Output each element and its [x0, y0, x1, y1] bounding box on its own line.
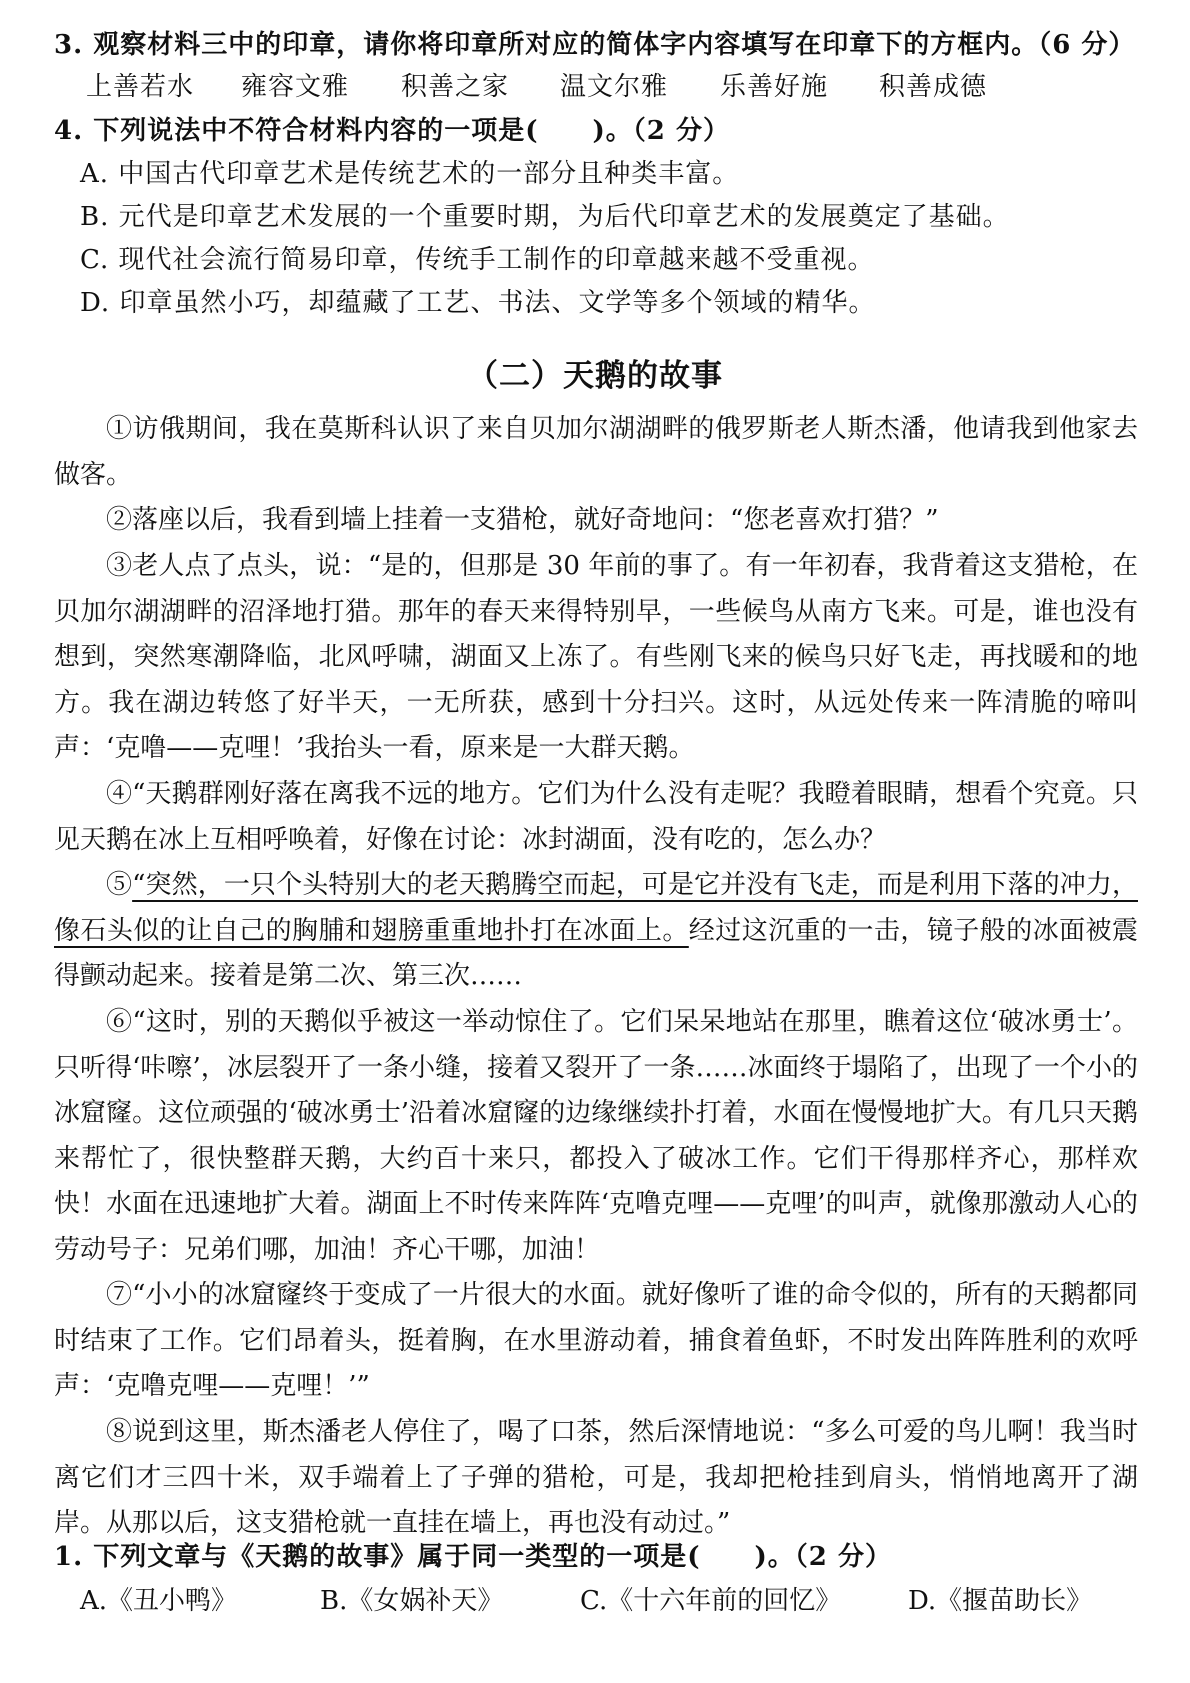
paragraph-5-rest: 经过这沉重的一击，镜子般的冰面被震得颤动起来。接着是第二次、第三次……: [54, 915, 1138, 991]
paragraph-5-number: ⑤: [106, 870, 133, 900]
choice-d: D.《揠苗助长》: [908, 1586, 1093, 1616]
paragraph-4: ④“天鹅群刚好落在离我不远的地方。它们为什么没有走呢？我瞪着眼睛，想看个究竟。只见天鹅在冰上互相呼唤着，好像在讨论：冰封湖面，没有吃的，怎么办？: [54, 779, 1138, 855]
paragraph-6: ⑥“这时，别的天鹅似乎被这一举动惊住了。它们呆呆地站在那里，瞧着这位‘破冰勇士’。只听得‘咔嚓’，冰层裂开了一条小缝，接着又裂开了一条……冰面终于塌陷了，出现了一个小的冰窟窿。这位顽强的‘破冰勇士’沿着冰窟窿的边缘继续扑打着，水面在慢慢地扩大。有几只天鹅来帮忙了，很快整群天鹅，大约百十来只，都投入了破冰工作。它们干得那样齐心，那样欢快！水面在迅速地扩大着。湖面上不时传来阵阵‘克噜克哩——克哩’的叫声，就像那激动人心的劳动号子：兄弟们哪，加油！齐心干哪，加油！: [54, 1007, 1138, 1265]
option-c: C. 现代社会流行简易印章，传统手工制作的印章越来越不受重视。: [80, 245, 875, 275]
underlined-sentence: “突然，一只个头特别大的老天鹅腾空而起，可是它并没有飞走，而是利用下落的冲力，像石头似的让自己的胸脯和翅膀重重地扑打在冰面上。: [54, 870, 1138, 946]
paragraph-5: [54, 863, 1138, 1000]
seal-item: 雍容文雅: [241, 72, 350, 102]
question-3: 3. 观察材料三中的印章，请你将印章所对应的简体字内容填写在印章下的方框内。（6 分）: [54, 30, 1136, 60]
question-4: 4. 下列说法中不符合材料内容的一项是( )。（2 分）: [54, 116, 730, 146]
question-1: 1. 下列文章与《天鹅的故事》属于同一类型的一项是( )。（2 分）: [54, 1542, 892, 1572]
option-b: B. 元代是印章艺术发展的一个重要时期，为后代印章艺术的发展奠定了基础。: [80, 202, 1010, 232]
seal-item: 上善若水: [86, 72, 195, 102]
seal-item: 温文尔雅: [560, 72, 669, 102]
option-d: D. 印章虽然小巧，却蕴藏了工艺、书法、文学等多个领域的精华。: [80, 288, 876, 318]
paragraph-2: ②落座以后，我看到墙上挂着一支猎枪，就好奇地问：“您老喜欢打猎？”: [106, 505, 939, 535]
paragraph-3: ③老人点了点头，说：“是的，但那是 30 年前的事了。有一年初春，我背着这支猎枪，在贝加尔湖湖畔的沼泽地打猎。那年的春天来得特别早，一些候鸟从南方飞来。可是，谁也没有想到，突然寒潮降临，北风呼啸，湖面又上冻了。有些刚飞来的候鸟只好飞走，再找暖和的地方。我在湖边转悠了好半天，一无所获，感到十分扫兴。这时，从远处传来一阵清脆的啼叫声：‘克噜——克哩！’我抬头一看，原来是一大群天鹅。: [54, 551, 1138, 763]
paragraph-7: ⑦“小小的冰窟窿终于变成了一片很大的水面。就好像听了谁的命令似的，所有的天鹅都同时结束了工作。它们昂着头，挺着胸，在水里游动着，捕食着鱼虾，不时发出阵阵胜利的欢呼声：‘克噜克哩——克哩！’”: [54, 1280, 1138, 1401]
seal-list: [86, 70, 1086, 110]
seal-item: 积善之家: [401, 72, 510, 102]
paragraph-8: ⑧说到这里，斯杰潘老人停住了，喝了口茶，然后深情地说：“多么可爱的鸟儿啊！我当时离它们才三四十米，双手端着上了子弹的猎枪，可是，我却把枪挂到肩头，悄悄地离开了湖岸。从那以后，这支猎枪就一直挂在墙上，再也没有动过。”: [54, 1417, 1138, 1538]
choice-b: B.《女娲补天》: [320, 1586, 504, 1616]
option-a: A. 中国古代印章艺术是传统艺术的一部分且种类丰富。: [80, 159, 740, 189]
paragraph-1: ①访俄期间，我在莫斯科认识了来自贝加尔湖湖畔的俄罗斯老人斯杰潘，他请我到他家去做客。: [54, 414, 1138, 490]
seal-item: 乐善好施: [720, 72, 829, 102]
section-title: （二）天鹅的故事: [467, 358, 723, 394]
choice-c: C.《十六年前的回忆》: [580, 1586, 842, 1616]
seal-item: 积善成德: [879, 72, 988, 102]
choice-a: A.《丑小鸭》: [80, 1586, 238, 1616]
